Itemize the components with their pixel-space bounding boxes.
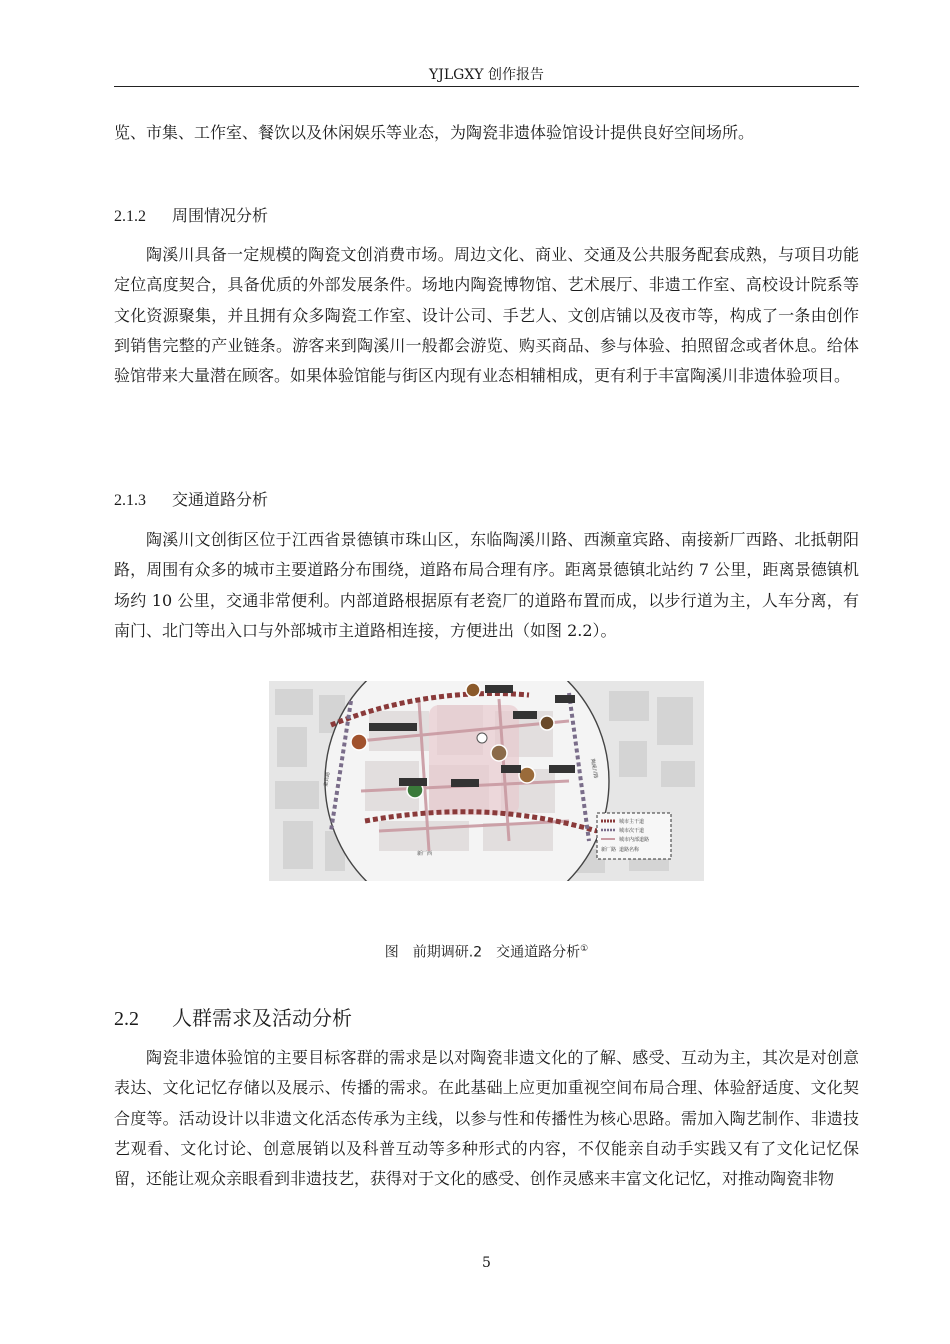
footnote-mark: ① [580, 944, 589, 954]
paragraph-surroundings: 陶溪川具备一定规模的陶瓷文创消费市场。周边文化、商业、交通及公共服务配套成熟，与项目功能定位高度契合，具备优质的外部发展条件。场地内陶瓷博物馆、艺术展厅、非遗工作室、高校设计院系等文化资源聚集，并且拥有众多陶瓷工作室、设计公司、手艺人、文创店铺以及夜市等，构成了一条由创作到销售完整的产业链条。游客来到陶溪川一般都会游览、购买商品、参与体验、拍照留念或者休息。给体验馆带来大量潜在顾客。如果体验馆能与街区内现有业态相辅相成，更有利于丰富陶溪川非遗体验项目。 [114, 245, 859, 386]
map-label-gate: 新厂西 [417, 851, 433, 857]
legend-road-name: 道路名称 [619, 847, 640, 853]
map-legend [597, 813, 671, 859]
traffic-map-figure [269, 681, 704, 881]
section-number: 2.2 [114, 1008, 139, 1030]
section-number: 2.1.3 [114, 492, 146, 509]
section-title: 交通道路分析 [172, 490, 269, 509]
map-label-east-road: 陶溪川路 [589, 758, 599, 780]
section-heading-2-1-2 [114, 206, 268, 227]
paragraph-continuation: 览、市集、工作室、餐饮以及休闲娱乐等业态，为陶瓷非遗体验馆设计提供良好空间场所。 [114, 123, 755, 142]
legend-internal-road: 城市内部道路 [619, 837, 650, 843]
traffic-map [269, 681, 704, 881]
legend-main-road: 城市主干道 [619, 819, 645, 825]
header-rule [114, 86, 859, 87]
section-title: 人群需求及活动分析 [172, 1006, 352, 1030]
figure-caption [114, 940, 859, 962]
section-number: 2.1.2 [114, 208, 146, 225]
section-heading-2-2 [114, 1006, 352, 1031]
legend-secondary-road: 城市次干道 [619, 828, 645, 834]
legend-road-name-sample: 新厂路 [601, 847, 617, 853]
map-label-west-road: 童宾路 [323, 771, 332, 788]
paragraph-needs: 陶瓷非遗体验馆的主要目标客群的需求是以对陶瓷非遗文化的了解、感受、互动为主，其次是对创意表达、文化记忆存储以及展示、传播的需求。在此基础上应更加重视空间布局合理、体验舒适度、文化契合度等。活动设计以非遗文化活态传承为主线，以参与性和传播性为核心思路。需加入陶艺制作、非遗技艺观看、文化讨论、创意展销以及科普互动等多种形式的内容，不仅能亲自动手实践又有了文化记忆保留，还能让观众亲眼看到非遗技艺，获得对于文化的感受、创作灵感来丰富文化记忆，对推动陶瓷非物 [114, 1048, 859, 1189]
paragraph-traffic: 陶溪川文创街区位于江西省景德镇市珠山区，东临陶溪川路、西濒童宾路、南接新厂西路、北抵朝阳路，周围有众多的城市主要道路分布围绕，道路布局合理有序。距离景德镇北站约 7 公里，距离景德镇机场约 10 公里，交通非常便利。内部道路根据原有老瓷厂的道路布置而成，以步行道为主，人车分离，有南门、北门等出入口与外部城市主道路相连接，方便进出（如图 2.2）。 [114, 530, 859, 640]
section-title: 周围情况分析 [172, 206, 269, 225]
section-heading-2-1-3 [114, 490, 268, 511]
page-header: YJLGXY 创作报告 [429, 67, 544, 83]
caption-text: 图 前期调研.2 交通道路分析 [384, 944, 581, 961]
page-number: 5 [482, 1255, 491, 1271]
